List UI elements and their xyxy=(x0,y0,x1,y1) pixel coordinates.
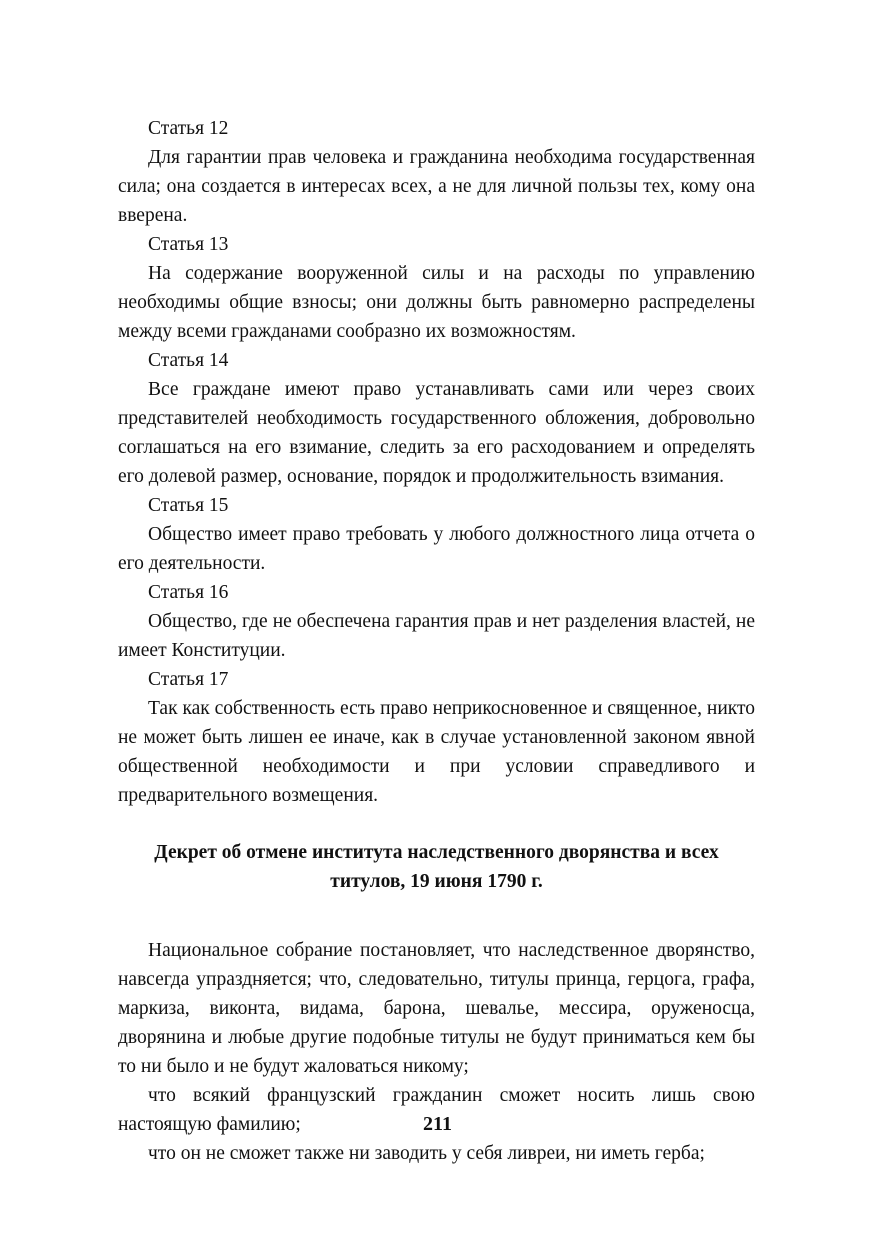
article-heading: Статья 14 xyxy=(148,350,229,371)
articles-section xyxy=(118,114,755,810)
article-text: Для гарантии прав человека и гражданина необходима государственная сила; она создается в интересах всех, а не для личной пользы тех, кому она вверена. xyxy=(118,147,755,226)
page-number: 211 xyxy=(423,1113,452,1135)
article-heading: Статья 12 xyxy=(148,118,229,139)
document-page xyxy=(118,114,755,1168)
article-heading: Статья 15 xyxy=(148,495,229,516)
article-heading: Статья 13 xyxy=(148,234,229,255)
decree-title: Декрет об отмене института наследственного дворянства и всех титулов, 19 июня 1790 г. xyxy=(154,842,719,892)
article-text: На содержание вооруженной силы и на расходы по управлению необходимы общие взносы; они должны быть равномерно распределены между всеми гражданами сообразно их возможностям. xyxy=(118,263,755,342)
article-text: Общество, где не обеспечена гарантия прав и нет разделения властей, не имеет Конституции. xyxy=(118,611,755,661)
article-text: Все граждане имеют право устанавливать сами или через своих представителей необходимость государственного обложения, добровольно соглашаться на его взимание, следить за его расходованием и определять его долевой размер, основание, порядок и продолжительность взимания. xyxy=(118,379,755,487)
decree-paragraph: Национальное собрание постановляет, что наследственное дворянство, навсегда упраздняется; что, следовательно, титулы принца, герцога, графа, маркиза, виконта, видама, барона, шевалье, мессира, оруженосца, дворянина и любые другие подобные титулы не будут приниматься кем бы то ни было и не будут жаловаться никому; xyxy=(118,940,755,1077)
decree-paragraph: что всякий французский гражданин сможет носить лишь свою настоящую фамилию; xyxy=(118,1085,755,1135)
article-heading: Статья 17 xyxy=(148,669,229,690)
decree-paragraph: что он не сможет также ни заводить у себя ливреи, ни иметь герба; xyxy=(148,1143,705,1164)
article-heading: Статья 16 xyxy=(148,582,229,603)
article-text: Общество имеет право требовать у любого должностного лица отчета о его деятельности. xyxy=(118,524,755,574)
article-text: Так как собственность есть право неприкосновенное и священное, никто не может быть лишен ее иначе, как в случае установленной законом явной общественной необходимости и при условии справедливого и предварительного возмещения. xyxy=(118,698,755,806)
